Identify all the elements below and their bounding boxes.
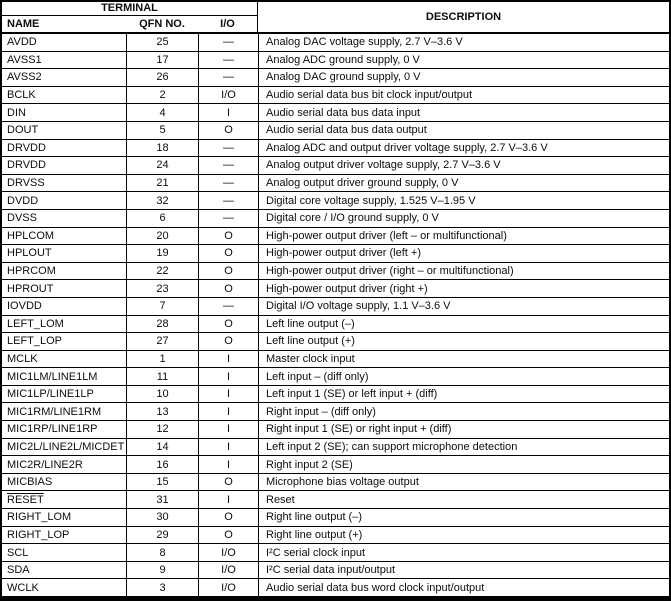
description-cell <box>259 298 669 315</box>
description-cell-text: High-power output driver (right – or multifunctional) <box>266 265 514 278</box>
description-cell-text: Analog output driver voltage supply, 2.7 V–3.6 V <box>266 159 501 172</box>
qfn-number-cell-text: 25 <box>156 36 169 49</box>
qfn-number-cell <box>127 527 199 544</box>
pin-name-cell-text: HPRCOM <box>7 265 56 278</box>
io-type-cell-text: — <box>223 159 234 172</box>
io-type-cell-text: O <box>224 247 233 260</box>
io-type-cell-text: I <box>226 440 231 453</box>
description-cell <box>259 140 669 157</box>
pin-name-cell-text: RIGHT_LOM <box>7 511 72 524</box>
pin-name-cell-text: LEFT_LOP <box>7 335 63 348</box>
qfn-number-cell <box>127 52 199 69</box>
qfn-number-cell <box>127 298 199 315</box>
pin-name-cell <box>2 527 127 544</box>
description-cell <box>259 527 669 544</box>
qfn-no-column-header: QFN NO. <box>139 18 185 30</box>
table-row <box>2 527 669 545</box>
description-cell <box>259 544 669 561</box>
io-type-cell-text: O <box>224 317 233 330</box>
pin-name-cell-text: DRVSS <box>7 177 45 190</box>
description-cell-text: Audio serial data bus data input <box>266 106 421 119</box>
description-cell-text: Left input – (diff only) <box>266 370 369 383</box>
pin-name-cell <box>2 351 127 368</box>
io-type-cell <box>199 122 259 139</box>
description-cell-text: Digital I/O voltage supply, 1.1 V–3.6 V <box>266 300 451 313</box>
description-cell-text: Analog DAC ground supply, 0 V <box>266 71 421 84</box>
pin-name-cell <box>2 263 127 280</box>
qfn-number-cell <box>127 104 199 121</box>
pin-name-cell-text: DVDD <box>7 194 39 207</box>
description-cell-text: Left line output (–) <box>266 317 355 330</box>
pin-name-cell-text: RESET <box>7 493 44 506</box>
table-row <box>2 439 669 457</box>
io-type-cell-text: I <box>226 423 231 436</box>
pin-name-cell <box>2 34 127 51</box>
description-cell <box>259 192 669 209</box>
qfn-number-cell <box>127 228 199 245</box>
qfn-number-cell-text: 26 <box>156 71 169 84</box>
pin-name-cell-text: MICBIAS <box>7 476 53 489</box>
description-cell <box>259 474 669 491</box>
table-row <box>2 562 669 580</box>
pin-name-cell-text: HPROUT <box>7 282 54 295</box>
description-cell-text: Right input 1 (SE) or right input + (diff) <box>266 423 452 436</box>
table-row <box>2 52 669 70</box>
description-cell <box>259 157 669 174</box>
io-type-cell-text: O <box>224 229 233 242</box>
table-row <box>2 157 669 175</box>
qfn-number-cell <box>127 562 199 579</box>
table-row <box>2 509 669 527</box>
qfn-number-cell-text: 19 <box>156 247 169 260</box>
description-cell <box>259 579 669 596</box>
pin-name-cell-text: DIN <box>7 106 26 119</box>
io-type-cell <box>199 228 259 245</box>
terminal-header-group <box>2 2 258 32</box>
description-cell <box>259 280 669 297</box>
qfn-number-cell <box>127 544 199 561</box>
table-row <box>2 69 669 87</box>
qfn-number-cell <box>127 579 199 596</box>
qfn-number-cell-text: 23 <box>156 282 169 295</box>
table-row <box>2 544 669 562</box>
qfn-number-cell <box>127 421 199 438</box>
description-cell-text: Audio serial data bus word clock input/output <box>266 581 485 594</box>
description-cell-text: I²C serial data input/output <box>266 564 396 577</box>
table-row <box>2 140 669 158</box>
pin-name-cell-text: AVSS1 <box>7 53 42 66</box>
io-type-cell-text: O <box>224 265 233 278</box>
io-type-cell-text: I <box>226 370 231 383</box>
io-type-cell <box>199 351 259 368</box>
pin-name-cell <box>2 544 127 561</box>
table-row <box>2 210 669 228</box>
table-row <box>2 456 669 474</box>
pin-name-cell-text: AVSS2 <box>7 71 42 84</box>
pin-name-cell-text: MIC1RM/LINE1RM <box>7 405 102 418</box>
qfn-number-cell-text: 32 <box>156 194 169 207</box>
qfn-number-cell <box>127 456 199 473</box>
qfn-number-cell <box>127 122 199 139</box>
pin-name-cell-text: DOUT <box>7 124 39 137</box>
pin-name-cell <box>2 210 127 227</box>
description-cell <box>259 351 669 368</box>
pin-name-cell <box>2 333 127 350</box>
io-type-cell <box>199 280 259 297</box>
table-row <box>2 316 669 334</box>
io-type-cell <box>199 298 259 315</box>
description-cell-text: Analog output driver ground supply, 0 V <box>266 177 459 190</box>
table-row <box>2 351 669 369</box>
description-cell <box>259 491 669 508</box>
description-cell-text: Right input 2 (SE) <box>266 458 353 471</box>
qfn-number-cell <box>127 87 199 104</box>
qfn-number-cell <box>127 175 199 192</box>
qfn-number-cell <box>127 386 199 403</box>
table-header <box>2 2 669 34</box>
description-cell <box>259 263 669 280</box>
qfn-number-cell <box>127 210 199 227</box>
qfn-number-cell-text: 30 <box>156 511 169 524</box>
pin-name-cell-text: AVDD <box>7 36 37 49</box>
table-row <box>2 175 669 193</box>
io-type-cell <box>199 263 259 280</box>
description-cell <box>259 52 669 69</box>
description-cell <box>259 403 669 420</box>
io-type-cell <box>199 368 259 385</box>
pin-name-cell <box>2 157 127 174</box>
description-cell-text: Analog ADC ground supply, 0 V <box>266 53 420 66</box>
pin-name-cell <box>2 69 127 86</box>
description-cell-text: I²C serial clock input <box>266 546 366 559</box>
pin-name-cell <box>2 509 127 526</box>
io-type-cell <box>199 175 259 192</box>
qfn-number-cell-text: 20 <box>156 229 169 242</box>
pin-name-cell <box>2 403 127 420</box>
description-cell <box>259 316 669 333</box>
table-row <box>2 228 669 246</box>
io-type-cell <box>199 87 259 104</box>
io-type-cell-text: I <box>226 493 231 506</box>
pin-name-cell <box>2 122 127 139</box>
io-type-cell-text: I/O <box>221 89 236 102</box>
qfn-number-cell-text: 12 <box>156 423 169 436</box>
description-cell-text: Microphone bias voltage output <box>266 476 419 489</box>
pin-name-cell <box>2 368 127 385</box>
qfn-number-cell <box>127 333 199 350</box>
description-cell <box>259 87 669 104</box>
io-type-cell <box>199 439 259 456</box>
io-type-cell-text: — <box>223 36 234 49</box>
pin-name-cell-text: DRVDD <box>7 141 46 154</box>
description-cell <box>259 104 669 121</box>
description-cell <box>259 228 669 245</box>
qfn-number-cell <box>127 192 199 209</box>
qfn-number-cell-text: 1 <box>159 352 166 365</box>
qfn-number-cell-text: 2 <box>159 89 166 102</box>
description-cell-text: Right input – (diff only) <box>266 405 376 418</box>
table-row <box>2 122 669 140</box>
qfn-number-cell-text: 22 <box>156 265 169 278</box>
qfn-number-cell <box>127 491 199 508</box>
io-type-cell <box>199 544 259 561</box>
qfn-number-cell <box>127 157 199 174</box>
qfn-number-cell-text: 16 <box>156 458 169 471</box>
io-type-cell-text: — <box>223 53 234 66</box>
pin-name-cell-text: BCLK <box>7 89 36 102</box>
description-cell <box>259 439 669 456</box>
io-type-cell-text: — <box>223 177 234 190</box>
io-type-cell-text: — <box>223 71 234 84</box>
pin-name-cell-text: WCLK <box>7 581 39 594</box>
io-type-cell <box>199 509 259 526</box>
description-cell-text: Audio serial data bus bit clock input/output <box>266 89 473 102</box>
pin-name-cell <box>2 579 127 596</box>
table-row <box>2 474 669 492</box>
qfn-number-cell-text: 24 <box>156 159 169 172</box>
io-type-cell <box>199 403 259 420</box>
table-row <box>2 245 669 263</box>
description-cell <box>259 69 669 86</box>
io-type-cell <box>199 210 259 227</box>
io-type-cell <box>199 527 259 544</box>
description-cell <box>259 210 669 227</box>
io-type-cell <box>199 456 259 473</box>
qfn-number-cell <box>127 316 199 333</box>
description-cell <box>259 175 669 192</box>
pin-name-cell <box>2 192 127 209</box>
pin-name-cell <box>2 456 127 473</box>
io-type-cell <box>199 192 259 209</box>
qfn-number-cell-text: 7 <box>159 300 166 313</box>
pin-name-cell-text: MIC2L/LINE2L/MICDET <box>7 440 125 453</box>
pin-name-cell-text: SDA <box>7 564 30 577</box>
io-type-cell-text: O <box>224 476 233 489</box>
io-type-cell <box>199 491 259 508</box>
description-column-header: DESCRIPTION <box>425 11 502 23</box>
qfn-number-cell <box>127 140 199 157</box>
io-type-cell <box>199 386 259 403</box>
description-cell-text: Analog ADC and output driver voltage supply, 2.7 V–3.6 V <box>266 141 548 154</box>
description-cell-text: Digital core / I/O ground supply, 0 V <box>266 212 439 225</box>
terminal-subheader-row <box>2 16 257 32</box>
table-row <box>2 403 669 421</box>
pin-name-cell-text: MIC1RP/LINE1RP <box>7 423 98 436</box>
pin-name-cell <box>2 104 127 121</box>
pin-name-cell <box>2 87 127 104</box>
qfn-number-cell <box>127 263 199 280</box>
io-type-cell-text: I/O <box>221 546 236 559</box>
qfn-number-cell <box>127 403 199 420</box>
pin-name-cell-text: SCL <box>7 546 29 559</box>
io-type-cell-text: I <box>226 352 231 365</box>
description-cell-text: High-power output driver (left – or multifunctional) <box>266 229 507 242</box>
description-cell-text: Left input 2 (SE); can support microphone detection <box>266 440 518 453</box>
pin-name-cell <box>2 386 127 403</box>
description-cell <box>259 386 669 403</box>
table-row <box>2 263 669 281</box>
description-cell-text: Left input 1 (SE) or left input + (diff) <box>266 388 438 401</box>
io-type-cell <box>199 562 259 579</box>
qfn-number-cell-text: 5 <box>159 124 166 137</box>
pin-name-cell <box>2 439 127 456</box>
pin-name-cell <box>2 280 127 297</box>
qfn-number-cell <box>127 69 199 86</box>
terminal-header-label: TERMINAL <box>2 2 257 16</box>
pin-name-cell-text: RIGHT_LOP <box>7 528 70 541</box>
qfn-number-cell-text: 10 <box>156 388 169 401</box>
description-cell <box>259 421 669 438</box>
table-row <box>2 87 669 105</box>
qfn-number-cell <box>127 351 199 368</box>
table-row <box>2 104 669 122</box>
pin-name-cell <box>2 491 127 508</box>
io-type-cell-text: I <box>226 388 231 401</box>
description-cell-text: Analog DAC voltage supply, 2.7 V–3.6 V <box>266 36 463 49</box>
description-cell <box>259 368 669 385</box>
description-cell-text: Master clock input <box>266 352 355 365</box>
table-row <box>2 280 669 298</box>
pin-name-cell <box>2 175 127 192</box>
io-type-cell <box>199 579 259 596</box>
qfn-number-cell <box>127 509 199 526</box>
qfn-number-cell-text: 18 <box>156 141 169 154</box>
table-row <box>2 368 669 386</box>
table-row <box>2 192 669 210</box>
qfn-number-cell-text: 14 <box>156 440 169 453</box>
io-type-cell <box>199 52 259 69</box>
pin-name-cell <box>2 474 127 491</box>
description-cell <box>259 34 669 51</box>
pin-name-cell <box>2 421 127 438</box>
pin-name-cell <box>2 245 127 262</box>
pin-name-cell-text: IOVDD <box>7 300 42 313</box>
io-type-cell-text: I <box>226 405 231 418</box>
io-type-cell-text: O <box>224 124 233 137</box>
pin-name-cell <box>2 228 127 245</box>
qfn-number-cell-text: 9 <box>159 564 166 577</box>
qfn-number-cell-text: 13 <box>156 405 169 418</box>
io-type-cell <box>199 69 259 86</box>
qfn-number-cell-text: 11 <box>156 370 169 383</box>
pin-name-cell-text: LEFT_LOM <box>7 317 64 330</box>
qfn-number-cell <box>127 245 199 262</box>
description-cell-text: High-power output driver (left +) <box>266 247 421 260</box>
pin-name-cell-text: MIC1LM/LINE1LM <box>7 370 98 383</box>
qfn-number-cell-text: 28 <box>156 317 169 330</box>
pin-name-cell-text: HPLOUT <box>7 247 52 260</box>
io-type-cell-text: O <box>224 511 233 524</box>
pin-name-cell <box>2 298 127 315</box>
description-cell-text: Reset <box>266 493 295 506</box>
name-column-header: NAME <box>7 18 40 30</box>
description-cell <box>259 562 669 579</box>
io-type-cell-text: — <box>223 141 234 154</box>
qfn-number-cell-text: 3 <box>159 581 166 594</box>
pin-name-cell <box>2 316 127 333</box>
description-cell <box>259 456 669 473</box>
description-cell-text: High-power output driver (right +) <box>266 282 428 295</box>
table-row <box>2 386 669 404</box>
pin-name-cell <box>2 140 127 157</box>
io-type-cell <box>199 157 259 174</box>
table-row <box>2 298 669 316</box>
qfn-number-cell-text: 29 <box>156 528 169 541</box>
io-type-cell-text: — <box>223 212 234 225</box>
table-row <box>2 34 669 52</box>
pin-name-cell-text: MCLK <box>7 352 38 365</box>
qfn-number-cell-text: 31 <box>156 493 169 506</box>
io-type-cell <box>199 474 259 491</box>
io-type-cell <box>199 333 259 350</box>
description-cell-text: Left line output (+) <box>266 335 355 348</box>
qfn-number-cell-text: 17 <box>156 53 169 66</box>
io-type-cell-text: I/O <box>221 564 236 577</box>
table-row <box>2 333 669 351</box>
qfn-number-cell <box>127 368 199 385</box>
io-type-cell-text: I <box>226 106 231 119</box>
qfn-number-cell-text: 6 <box>159 212 166 225</box>
io-type-cell <box>199 316 259 333</box>
pin-name-cell-text: DRVDD <box>7 159 46 172</box>
description-cell <box>259 245 669 262</box>
io-type-cell-text: O <box>224 528 233 541</box>
qfn-number-cell <box>127 439 199 456</box>
qfn-number-cell <box>127 34 199 51</box>
io-type-cell <box>199 421 259 438</box>
pin-name-cell-text: MIC2R/LINE2R <box>7 458 83 471</box>
io-type-cell <box>199 245 259 262</box>
io-type-cell <box>199 104 259 121</box>
io-type-cell <box>199 34 259 51</box>
table-row <box>2 491 669 509</box>
io-type-cell-text: — <box>223 300 234 313</box>
io-type-cell-text: — <box>223 194 234 207</box>
qfn-number-cell-text: 21 <box>156 177 169 190</box>
qfn-number-cell <box>127 474 199 491</box>
io-column-header: I/O <box>220 18 235 30</box>
description-cell <box>259 122 669 139</box>
pin-name-cell-text: MIC1LP/LINE1LP <box>7 388 94 401</box>
table-body <box>2 34 669 596</box>
io-type-cell-text: I <box>226 458 231 471</box>
qfn-number-cell-text: 8 <box>159 546 166 559</box>
io-type-cell <box>199 140 259 157</box>
qfn-number-cell-text: 15 <box>156 476 169 489</box>
io-type-cell-text: O <box>224 282 233 295</box>
qfn-number-cell-text: 27 <box>156 335 169 348</box>
io-type-cell-text: I/O <box>221 581 236 594</box>
io-type-cell-text: O <box>224 335 233 348</box>
description-cell-text: Right line output (+) <box>266 528 363 541</box>
description-cell <box>259 333 669 350</box>
description-cell-text: Right line output (–) <box>266 511 362 524</box>
table-row <box>2 421 669 439</box>
qfn-number-cell-text: 4 <box>159 106 166 119</box>
description-cell-text: Audio serial data bus data output <box>266 124 427 137</box>
pin-name-cell-text: DVSS <box>7 212 37 225</box>
description-cell-text: Digital core voltage supply, 1.525 V–1.95 V <box>266 194 476 207</box>
description-cell <box>259 509 669 526</box>
pin-name-cell <box>2 562 127 579</box>
table-row <box>2 579 669 596</box>
pin-name-cell <box>2 52 127 69</box>
pin-name-cell-text: HPLCOM <box>7 229 55 242</box>
qfn-number-cell <box>127 280 199 297</box>
